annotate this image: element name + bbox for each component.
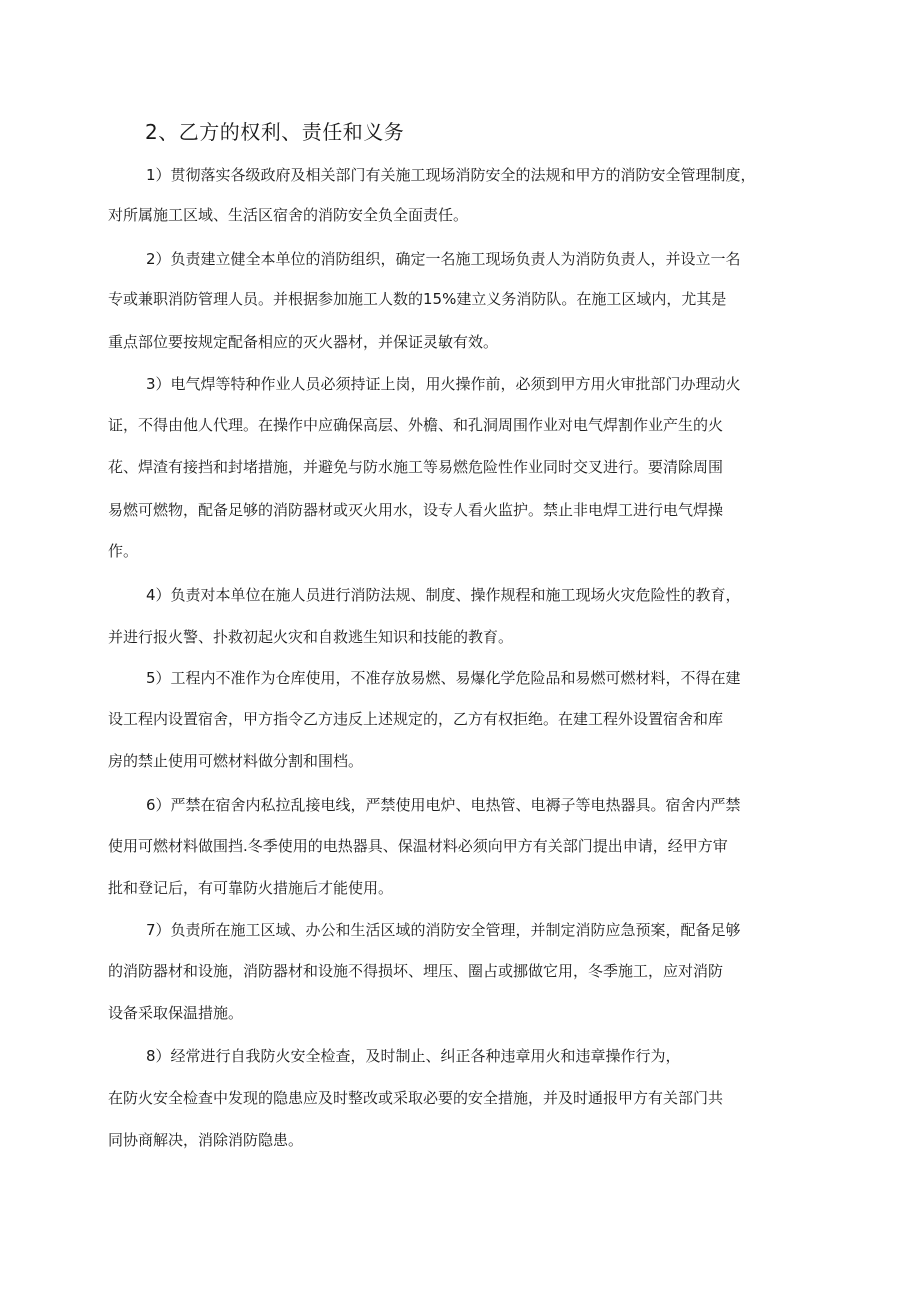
paragraph-line: 4）负责对本单位在施人员进行消防法规、制度、操作规程和施工现场火灾危险性的教育， bbox=[146, 586, 741, 604]
paragraph-line: 房的禁止使用可燃材料做分割和围档。 bbox=[108, 752, 364, 770]
paragraph-line: 设工程内设置宿舍，甲方指令乙方违反上述规定的，乙方有权拒绝。在建工程外设置宿舍和库 bbox=[108, 710, 724, 728]
paragraph-line: 在防火安全检查中发现的隐患应及时整改或采取必要的安全措施，并及时通报甲方有关部门共 bbox=[108, 1089, 724, 1107]
paragraph-line: 8）经常进行自我防火安全检查，及时制止、纠正各种违章用火和违章操作行为， bbox=[146, 1047, 681, 1065]
paragraph-line: 并进行报火警、扑救初起火灾和自救逃生知识和技能的教育。 bbox=[108, 628, 514, 646]
section-heading: 2、乙方的权利、责任和义务 bbox=[145, 120, 405, 144]
paragraph-line: 易燃可燃物，配备足够的消防器材或灭火用水，设专人看火监护。禁止非电焊工进行电气焊操 bbox=[108, 501, 724, 519]
paragraph-line: 6）严禁在宿舍内私拉乱接电线，严禁使用电炉、电热管、电褥子等电热器具。宿舍内严禁 bbox=[146, 796, 741, 814]
paragraph-line: 5）工程内不准作为仓库使用，不准存放易燃、易爆化学危险品和易燃可燃材料，不得在建 bbox=[146, 669, 741, 687]
paragraph-line: 设备采取保温措施。 bbox=[108, 1004, 244, 1022]
paragraph-line: 使用可燃材料做围挡.冬季使用的电热器具、保温材料必须向甲方有关部门提出申请，经甲方审 bbox=[108, 837, 728, 855]
paragraph-line: 1）贯彻落实各级政府及相关部门有关施工现场消防安全的法规和甲方的消防安全管理制度， bbox=[146, 166, 756, 184]
paragraph-line: 对所属施工区域、生活区宿舍的消防安全负全面责任。 bbox=[108, 206, 469, 224]
paragraph-line: 花、焊渣有接挡和封堵措施，并避免与防水施工等易燃危险性作业同时交叉进行。要清除周围 bbox=[108, 458, 724, 476]
paragraph-line: 专或兼职消防管理人员。并根据参加施工人数的15%建立义务消防队。在施工区域内，尤其是 bbox=[108, 290, 727, 308]
paragraph-line: 作。 bbox=[108, 542, 139, 560]
paragraph-line: 7）负责所在施工区域、办公和生活区域的消防安全管理，并制定消防应急预案，配备足够 bbox=[146, 921, 741, 939]
paragraph-line: 重点部位要按规定配备相应的灭火器材，并保证灵敏有效。 bbox=[108, 333, 499, 351]
paragraph-line: 同协商解决，消除消防隐患。 bbox=[108, 1131, 304, 1149]
paragraph-line: 2）负责建立健全本单位的消防组织，确定一名施工现场负责人为消防负责人，并设立一名 bbox=[146, 250, 741, 268]
paragraph-line: 3）电气焊等特种作业人员必须持证上岗，用火操作前，必须到甲方用火审批部门办理动火 bbox=[146, 375, 741, 393]
paragraph-line: 批和登记后，有可靠防火措施后才能使用。 bbox=[108, 879, 394, 897]
paragraph-line: 证，不得由他人代理。在操作中应确保高层、外檐、和孔洞周围作业对电气焊割作业产生的火 bbox=[108, 416, 724, 434]
paragraph-line: 的消防器材和设施，消防器材和设施不得损坏、埋压、圈占或挪做它用，冬季施工，应对消防 bbox=[108, 962, 724, 980]
